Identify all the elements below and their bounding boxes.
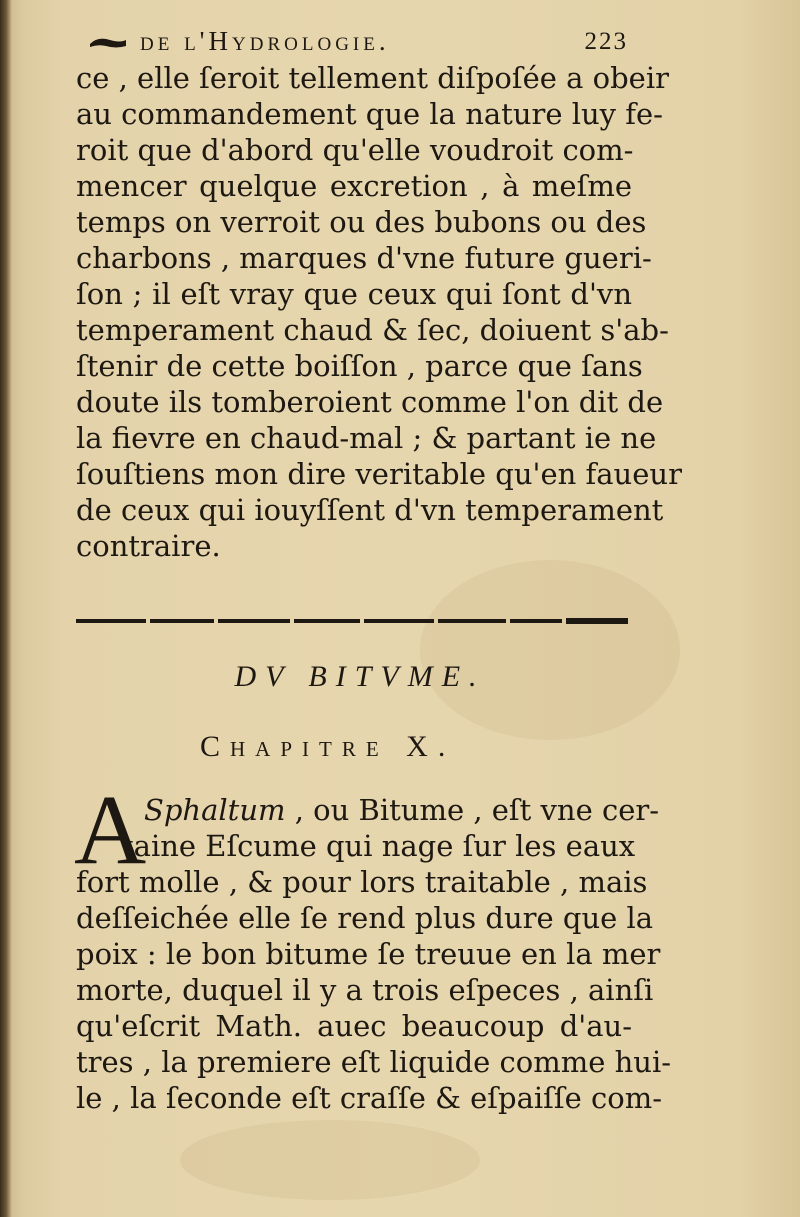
text-line: ce , elle ſeroit tellement diſpoſée a obeir [76,61,669,95]
first-line-rest: , ou Bitume , eſt vne cer- [285,793,660,827]
ornamental-rule [76,618,628,624]
text-line: charbons , marques d'vne future gueri- [76,241,652,275]
paper-stain [420,560,680,740]
running-head-title: de l'Hydrologie. [140,26,390,56]
printer-ornament-icon [88,34,128,50]
first-word: Sphaltum [144,793,286,827]
text-line: fort molle , & pour lors traitable , mais [76,865,648,899]
text-line-first [144,792,660,828]
page-number: 223 [584,28,628,55]
text-line: deſſeichée elle ſe rend plus dure que la [76,901,654,935]
text-line: au commandement que la nature luy fe- [76,97,663,131]
text-line: poix : le bon bitume ſe treuue en la mer [76,937,661,971]
paper-stain [180,1120,480,1200]
chapter-heading: Chapitre X. [200,730,456,763]
text-line: temperament chaud & ſec, doiuent s'ab- [76,313,669,347]
text-line-second: taine Eſcume qui nage ſur les eaux [122,829,636,863]
text-line: doute ils tomberoient comme l'on dit de [76,385,664,419]
text-line: de ceux qui iouyſſent d'vn temperament [76,493,664,527]
text-line: contraire. [76,529,221,563]
text-line: morte, duquel il y a trois eſpeces , ainſi [76,973,654,1007]
running-head [88,26,628,58]
text-line: roit que d'abord qu'elle voudroit com- [76,133,634,167]
text-line: ſtenir de cette boiſſon , parce que ſans [76,349,643,383]
text-line: tres , la premiere eſt liquide comme hui- [76,1045,672,1079]
text-line: ſouſtiens mon dire veritable qu'en faueur [76,457,682,491]
book-spine-shadow [0,0,12,1217]
text-line: la fievre en chaud-mal ; & partant ie ne [76,421,657,455]
text-line: temps on verroit ou des bubons ou des [76,205,647,239]
drop-cap: A [74,774,147,885]
section-title: DV BITVME. [234,660,486,693]
text-line: mencer quelque excretion , à meſme [76,169,632,203]
text-line: ſon ; il eſt vray que ceux qui ſont d'vn [76,277,632,311]
text-line: qu'eſcrit Math. auec beaucoup d'au- [76,1009,632,1043]
text-line: le , la ſeconde eſt craſſe & eſpaiſſe com- [76,1081,663,1115]
